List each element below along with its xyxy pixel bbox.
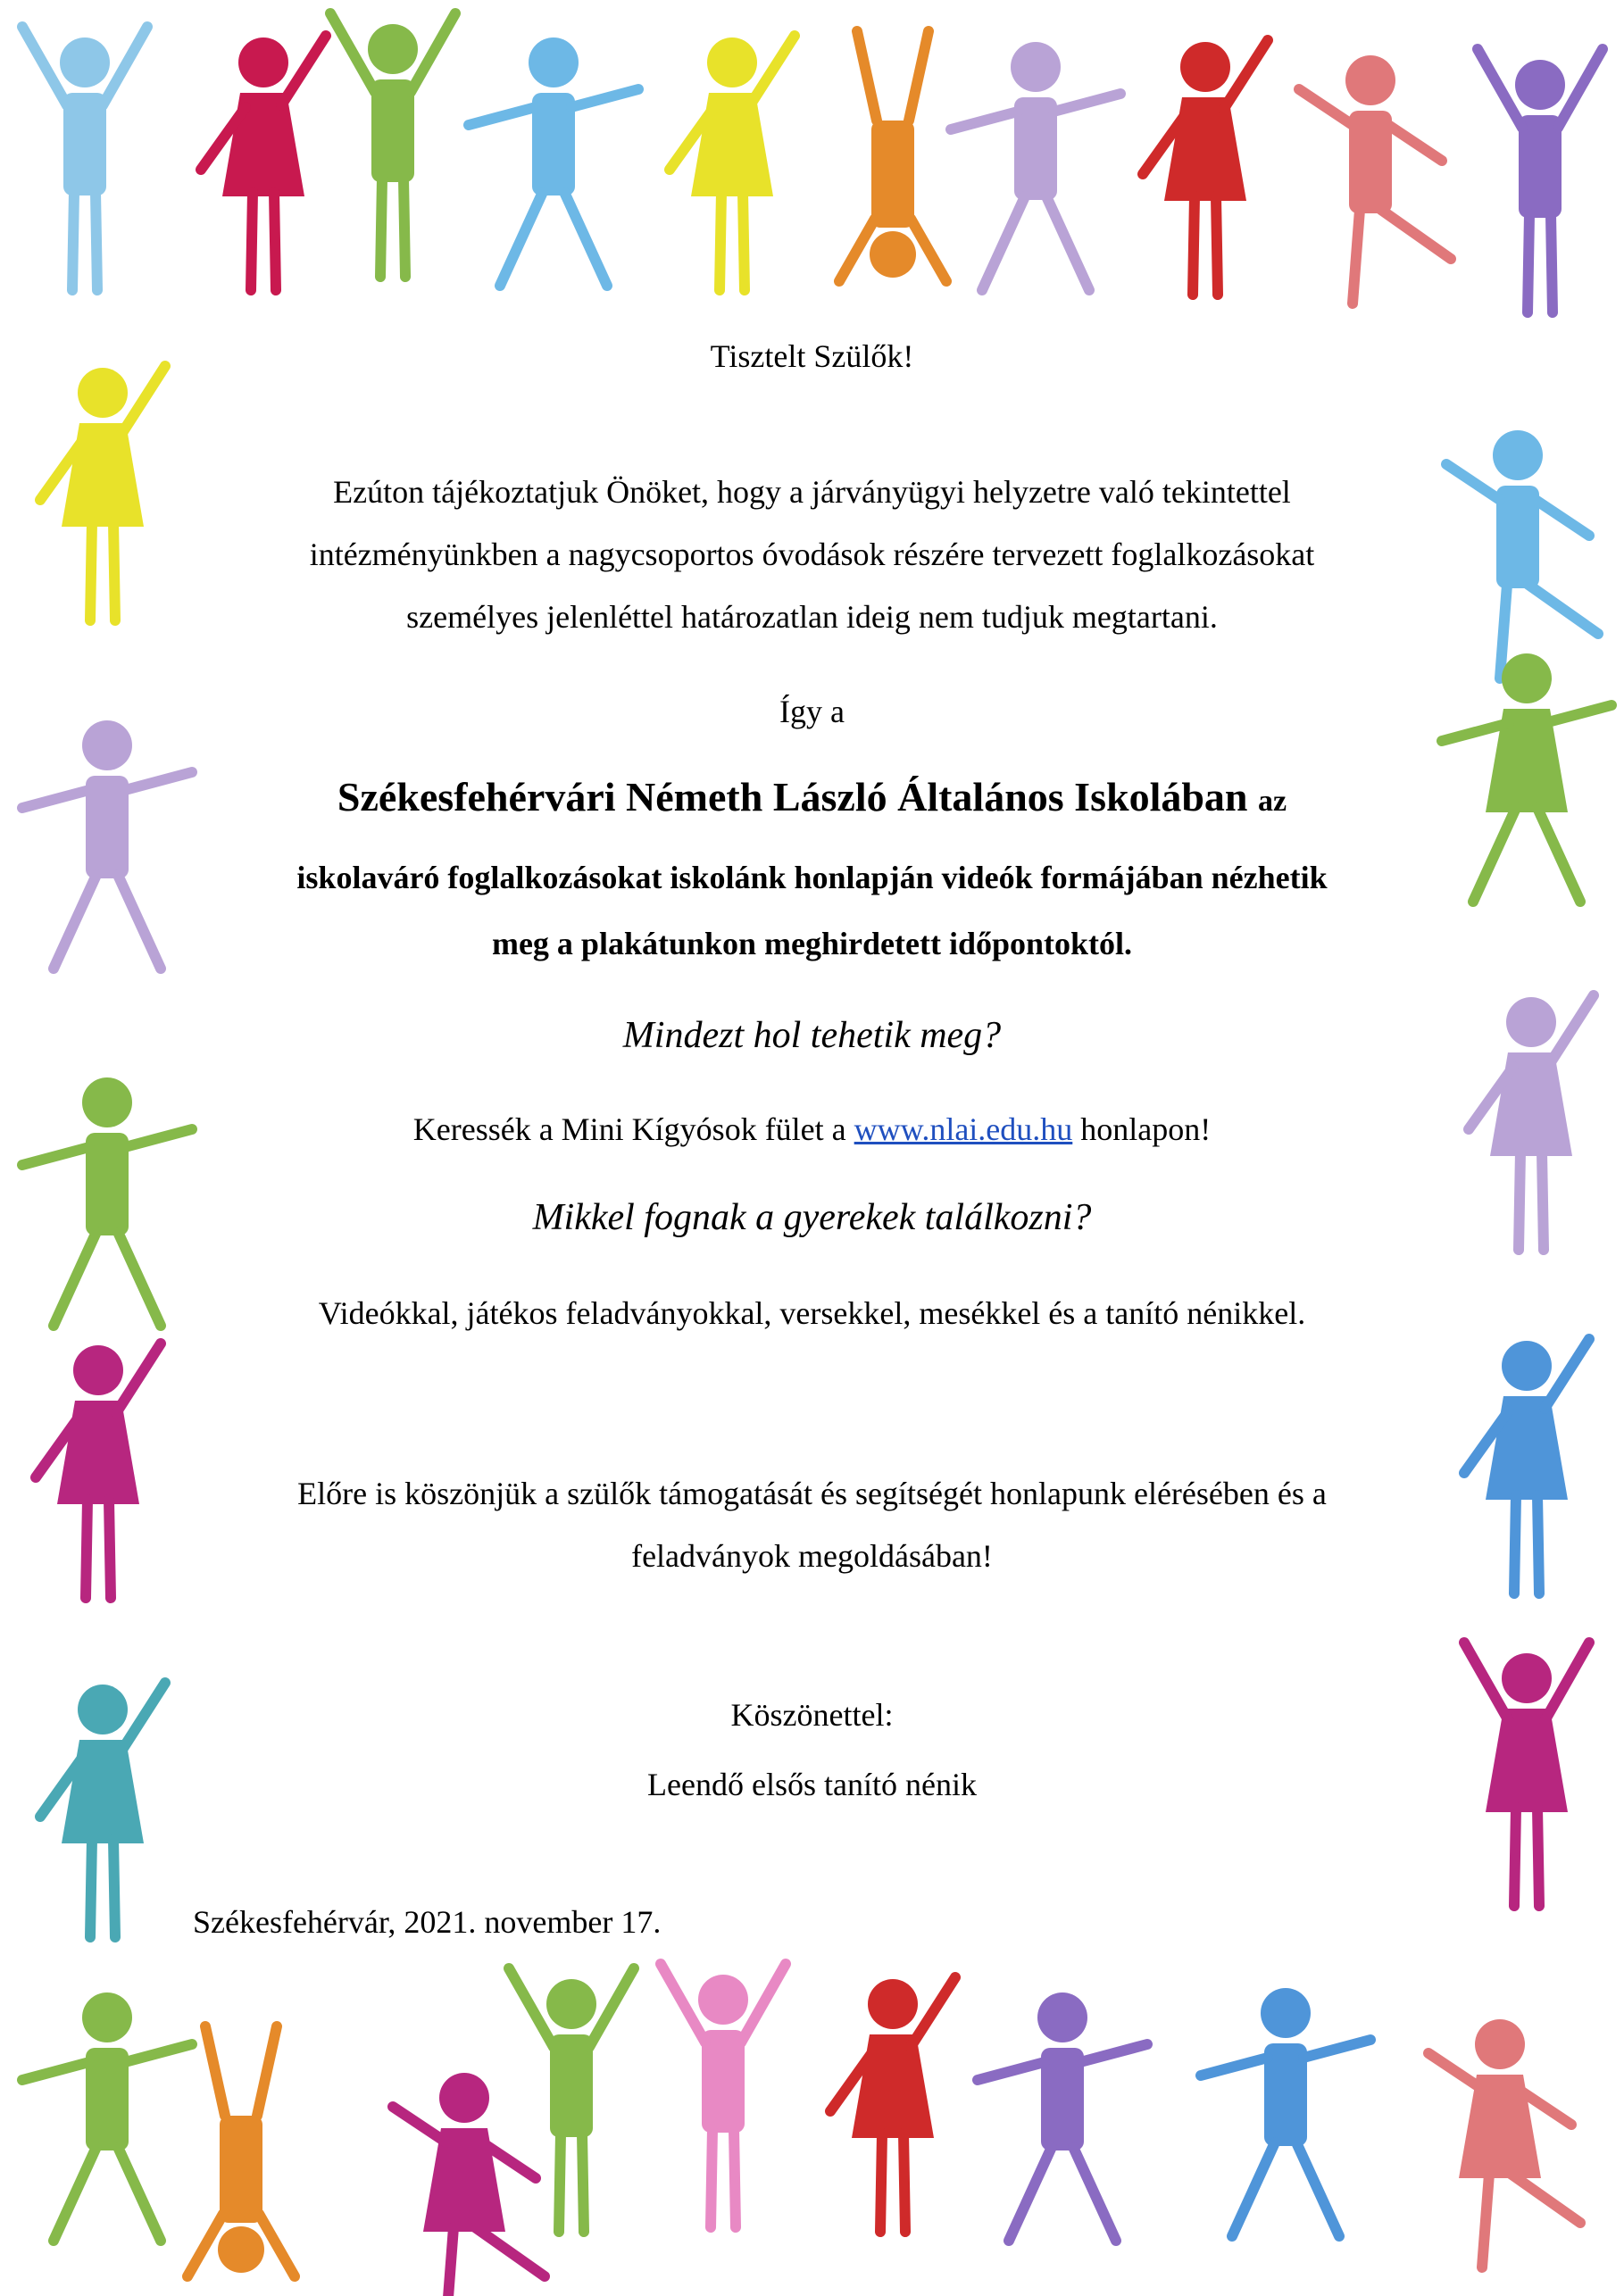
child-figure bbox=[1201, 1988, 1370, 2236]
answer-where-suffix: honlapon! bbox=[1080, 1111, 1212, 1147]
bold-line-2: iskolaváró foglalkozásokat iskolánk honlapján videók formájában nézhetik bbox=[296, 860, 1328, 895]
intro-line-2: intézményünkben a nagycsoportos óvodások részére tervezett foglalkozásokat bbox=[309, 537, 1315, 572]
transition-text: Így a bbox=[779, 694, 845, 729]
child-figure bbox=[509, 1968, 634, 2232]
child-figure bbox=[978, 1992, 1147, 2241]
child-figure bbox=[187, 2026, 295, 2276]
answer-where bbox=[0, 1111, 1624, 1148]
school-name: Székesfehérvári Németh László Általános Iskolában bbox=[337, 774, 1248, 819]
child-figure bbox=[1478, 49, 1603, 312]
child-figure bbox=[951, 42, 1120, 290]
question-what: Mikkel fognak a gyerekek találkozni? bbox=[532, 1197, 1092, 1238]
greeting: Tisztelt Szülők! bbox=[710, 338, 914, 374]
child-figure bbox=[393, 2073, 545, 2296]
question-where: Mindezt hol tehetik meg? bbox=[622, 1015, 1002, 1056]
child-figure bbox=[1299, 55, 1451, 304]
school-name-line bbox=[0, 773, 1624, 820]
child-figure bbox=[830, 1977, 955, 2232]
child-figure bbox=[839, 31, 946, 281]
thanks-line-1: Előre is köszönjük a szülők támogatását és segítségét honlapunk elérésében és a bbox=[297, 1476, 1327, 1511]
child-figure bbox=[670, 36, 795, 290]
thanks-line-2: feladványok megoldásában! bbox=[631, 1538, 993, 1574]
child-figure bbox=[469, 37, 638, 286]
bold-line-3: meg a plakátunkon meghirdetett időpontoktól. bbox=[491, 926, 1133, 961]
child-figure bbox=[201, 36, 326, 290]
answer-what: Videókkal, játékos feladványokkal, versekkel, mesékkel és a tanító nénikkel. bbox=[318, 1295, 1306, 1331]
child-figure bbox=[22, 27, 147, 290]
website-link[interactable]: www.nlai.edu.hu bbox=[854, 1111, 1073, 1147]
place-and-date: Székesfehérvár, 2021. november 17. bbox=[193, 1904, 662, 1940]
child-figure bbox=[1143, 40, 1268, 295]
child-figure bbox=[330, 13, 455, 277]
child-figure bbox=[1428, 2019, 1580, 2267]
child-figure bbox=[22, 1992, 192, 2241]
intro-line-3: személyes jelenléttel határozatlan ideig nem tudjuk megtartani. bbox=[406, 599, 1218, 635]
closing: Köszönettel: bbox=[730, 1697, 894, 1733]
intro-line-1: Ezúton tájékoztatjuk Önöket, hogy a járványügyi helyzetre való tekintettel bbox=[333, 474, 1291, 510]
child-figure bbox=[661, 1964, 786, 2227]
answer-where-prefix: Keressék a Mini Kígyósok fület a bbox=[412, 1111, 846, 1147]
signature: Leendő elsős tanító nénik bbox=[647, 1767, 977, 1802]
school-name-suffix: az bbox=[1258, 785, 1287, 818]
